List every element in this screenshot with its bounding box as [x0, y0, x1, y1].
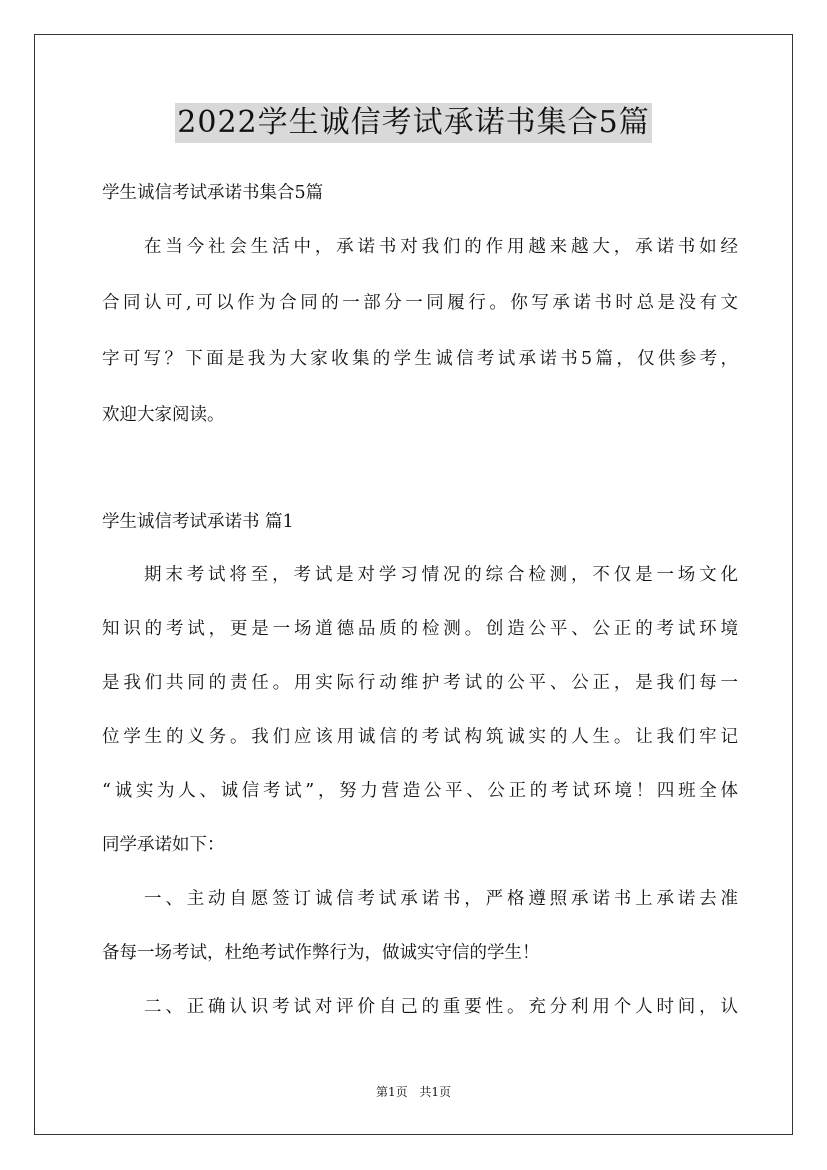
- page-total: 共1页: [419, 1085, 452, 1099]
- intro-line-4: 欢迎大家阅读。: [102, 405, 225, 425]
- item1-line-2: 备每一场考试，杜绝考试作弊行为，做诚实守信的学生！: [102, 943, 540, 963]
- section-line-1: 期末考试将至，考试是对学习情况的综合检测，不仅是一场文化: [144, 565, 738, 585]
- section-heading: 学生诚信考试承诺书 篇1: [102, 512, 294, 532]
- document-title: [0, 103, 827, 143]
- document-title-text: 2022学生诚信考试承诺书集合5篇: [175, 103, 651, 143]
- intro-line-1: 在当今社会生活中，承诺书对我们的作用越来越大，承诺书如经: [144, 237, 738, 257]
- item2-line-1: 二、正确认识考试对评价自己的重要性。充分利用个人时间，认: [144, 997, 738, 1017]
- subtitle: 学生诚信考试承诺书集合5篇: [102, 183, 324, 203]
- section-line-6: 同学承诺如下：: [102, 835, 225, 855]
- section-line-4: 位学生的义务。我们应该用诚信的考试构筑诚实的人生。让我们牢记: [102, 727, 738, 747]
- section-line-5: “诚实为人、诚信考试”，努力营造公平、公正的考试环境！四班全体: [102, 781, 738, 801]
- intro-line-2: 合同认可,可以作为合同的一部分一同履行。你写承诺书时总是没有文: [102, 293, 738, 313]
- section-line-3: 是我们共同的责任。用实际行动维护考试的公平、公正，是我们每一: [102, 673, 738, 693]
- page-footer: [0, 1083, 827, 1100]
- intro-line-3: 字可写？下面是我为大家收集的学生诚信考试承诺书5篇，仅供参考，: [102, 349, 738, 369]
- section-line-2: 知识的考试，更是一场道德品质的检测。创造公平、公正的考试环境: [102, 619, 738, 639]
- item1-line-1: 一、主动自愿签订诚信考试承诺书，严格遵照承诺书上承诺去准: [144, 889, 738, 909]
- page-number: 第1页: [375, 1085, 408, 1099]
